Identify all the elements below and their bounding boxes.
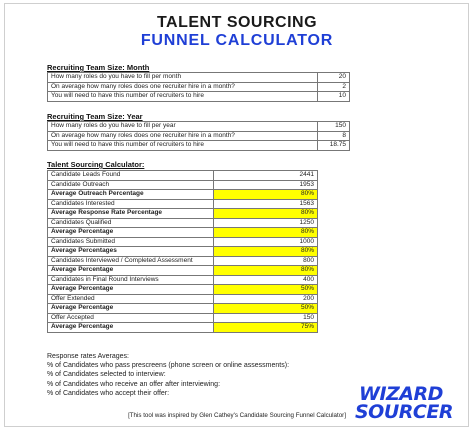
calculator-row bbox=[48, 171, 318, 181]
page-title: TALENT SOURCING bbox=[156, 14, 318, 31]
calculator-row-label: Average Response Rate Percentage bbox=[48, 209, 214, 219]
calculator-row bbox=[48, 304, 318, 314]
page-subtitle: FUNNEL CALCULATOR bbox=[140, 32, 334, 49]
credit-note: [This tool was inspired by Glen Cathey's Candidate Sourcing Funnel Calculator] bbox=[128, 412, 346, 419]
percentage-input-cell[interactable]: 75% bbox=[214, 323, 318, 333]
table-row bbox=[48, 82, 350, 92]
calculator-row-label: Candidates Qualified bbox=[48, 218, 214, 228]
year-recruiters-value: 18.75 bbox=[318, 141, 350, 151]
calculator-row bbox=[48, 275, 318, 285]
wizard-sourcer-logo bbox=[355, 385, 463, 425]
table-row bbox=[48, 141, 350, 151]
percentage-input-cell[interactable]: 50% bbox=[214, 285, 318, 295]
calculator-row bbox=[48, 209, 318, 219]
calculator-row-value: 1250 bbox=[214, 218, 318, 228]
year-roles-value[interactable]: 150 bbox=[318, 122, 350, 132]
calculator-row-label: Average Percentages bbox=[48, 247, 214, 257]
calculator-row bbox=[48, 323, 318, 333]
calculator-row bbox=[48, 266, 318, 276]
calculator-row bbox=[48, 218, 318, 228]
percentage-input-cell[interactable]: 80% bbox=[214, 266, 318, 276]
calculator-row-label: Candidate Leads Found bbox=[48, 171, 214, 181]
calculator-row-label: Candidates in Final Round Interviews bbox=[48, 275, 214, 285]
calculator-row-value: 400 bbox=[214, 275, 318, 285]
average-line: % of Candidates who receive an offer after interviewing: bbox=[47, 380, 221, 388]
logo-line-1: WIZARD bbox=[359, 383, 443, 405]
calculator-row bbox=[48, 285, 318, 295]
month-hire-rate-value[interactable]: 2 bbox=[318, 82, 350, 92]
year-hire-rate-value[interactable]: 8 bbox=[318, 131, 350, 141]
year-recruiters-label: You will need to have this number of recruiters to hire bbox=[48, 141, 318, 151]
percentage-input-cell[interactable]: 80% bbox=[214, 228, 318, 238]
average-line: % of Candidates who pass prescreens (phone screen or online assessments): bbox=[47, 362, 290, 370]
month-section-heading: Recruiting Team Size: Month bbox=[47, 63, 150, 72]
calculator-row bbox=[48, 190, 318, 200]
calculator-row-value: 200 bbox=[214, 294, 318, 304]
calculator-row-value: 800 bbox=[214, 256, 318, 266]
year-hire-rate-label: On average how many roles does one recruiter hire in a month? bbox=[48, 131, 318, 141]
month-hire-rate-label: On average how many roles does one recruiter hire in a month? bbox=[48, 82, 318, 92]
calculator-row-value: 150 bbox=[214, 313, 318, 323]
month-roles-value[interactable]: 20 bbox=[318, 73, 350, 83]
table-row bbox=[48, 92, 350, 102]
year-roles-label: How many roles do you have to fill per year bbox=[48, 122, 318, 132]
calculator-row bbox=[48, 256, 318, 266]
calculator-row-label: Average Percentage bbox=[48, 285, 214, 295]
calculator-row-value: 2441 bbox=[214, 171, 318, 181]
percentage-input-cell[interactable]: 80% bbox=[214, 247, 318, 257]
calculator-row bbox=[48, 180, 318, 190]
calculator-row-value: 1563 bbox=[214, 199, 318, 209]
calculator-row bbox=[48, 313, 318, 323]
table-row bbox=[48, 73, 350, 83]
month-table bbox=[47, 72, 350, 102]
percentage-input-cell[interactable]: 80% bbox=[214, 190, 318, 200]
calculator-row bbox=[48, 237, 318, 247]
calculator-row-label: Candidates Submitted bbox=[48, 237, 214, 247]
percentage-input-cell[interactable]: 50% bbox=[214, 304, 318, 314]
calculator-row bbox=[48, 294, 318, 304]
averages-block bbox=[47, 352, 289, 398]
averages-heading: Response rates Averages: bbox=[47, 353, 129, 360]
calculator-row bbox=[48, 247, 318, 257]
month-recruiters-label: You will need to have this number of recruiters to hire bbox=[48, 92, 318, 102]
average-line: % of Candidates who accept their offer: bbox=[47, 389, 170, 397]
average-line: % of Candidates selected to interview: bbox=[47, 371, 166, 379]
calculator-row-label: Average Percentage bbox=[48, 228, 214, 238]
calculator-row-label: Candidate Outreach bbox=[48, 180, 214, 190]
calculator-row-label: Average Percentage bbox=[48, 304, 214, 314]
month-roles-label: How many roles do you have to fill per month bbox=[48, 73, 318, 83]
calculator-table bbox=[47, 170, 318, 333]
calculator-row bbox=[48, 199, 318, 209]
calculator-row-label: Candidates Interviewed / Completed Assessment bbox=[48, 256, 214, 266]
month-recruiters-value: 10 bbox=[318, 92, 350, 102]
logo-line-2: SOURCER bbox=[355, 401, 453, 423]
calculator-row-label: Average Outreach Percentage bbox=[48, 190, 214, 200]
table-row bbox=[48, 122, 350, 132]
year-table bbox=[47, 121, 350, 151]
calculator-row-label: Candidates Interested bbox=[48, 199, 214, 209]
calculator-row-label: Average Percentage bbox=[48, 323, 214, 333]
calculator-row-value: 1000 bbox=[214, 237, 318, 247]
calculator-row-label: Offer Extended bbox=[48, 294, 214, 304]
calculator-section-heading: Talent Sourcing Calculator: bbox=[47, 160, 145, 169]
calculator-row-label: Average Percentage bbox=[48, 266, 214, 276]
calculator-row-value: 1953 bbox=[214, 180, 318, 190]
percentage-input-cell[interactable]: 80% bbox=[214, 209, 318, 219]
calculator-row-label: Offer Accepted bbox=[48, 313, 214, 323]
calculator-row bbox=[48, 228, 318, 238]
year-section-heading: Recruiting Team Size: Year bbox=[47, 112, 143, 121]
table-row bbox=[48, 131, 350, 141]
